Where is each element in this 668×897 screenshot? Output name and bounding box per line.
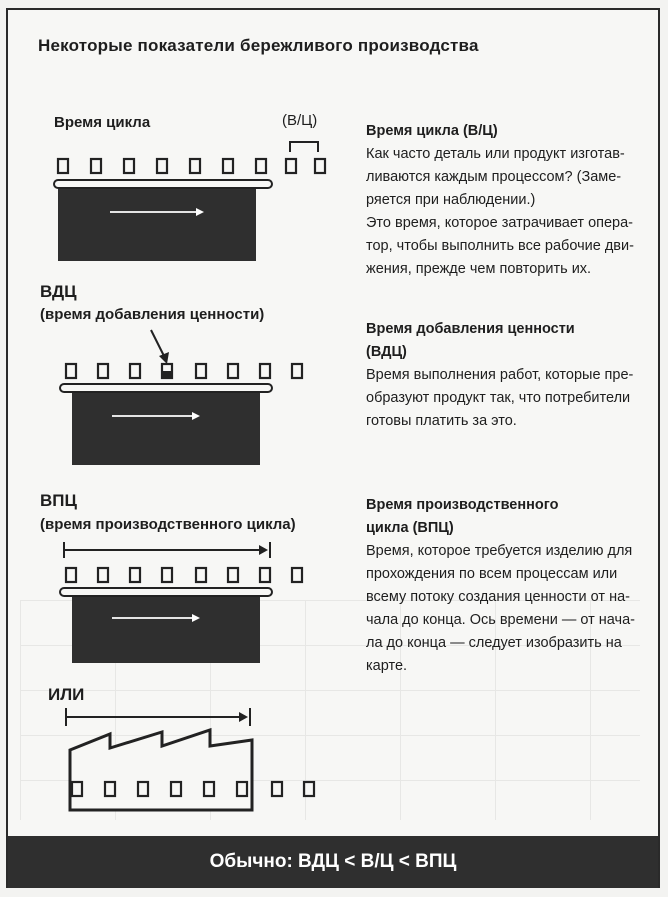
part-square-icon bbox=[260, 568, 270, 582]
process-box-icon bbox=[58, 189, 256, 261]
part-square-icon bbox=[130, 364, 140, 378]
plt-label: ВПЦ bbox=[40, 491, 77, 510]
desc-line: ливаются каждым процессом? (Заме- bbox=[366, 169, 622, 185]
part-square-icon bbox=[315, 159, 325, 173]
plt-description bbox=[366, 494, 656, 678]
desc-line: карте. bbox=[366, 658, 408, 674]
pointer-arrow-icon bbox=[151, 330, 164, 356]
part-square-icon bbox=[98, 568, 108, 582]
part-square-icon bbox=[260, 364, 270, 378]
parts-row bbox=[66, 364, 302, 378]
vat-desc-title: (ВДЦ) bbox=[366, 344, 407, 360]
part-square-icon bbox=[304, 782, 314, 796]
cycle-time-diagram bbox=[50, 130, 340, 270]
part-square-icon bbox=[272, 782, 282, 796]
conveyor-rail bbox=[60, 384, 272, 392]
parts-row bbox=[58, 159, 325, 173]
part-square-icon bbox=[286, 159, 296, 173]
desc-line: всему потоку создания ценности от на- bbox=[366, 589, 630, 605]
part-square-icon bbox=[292, 364, 302, 378]
desc-line: жения, прежде чем повторить их. bbox=[366, 261, 592, 277]
desc-line: Время выполнения работ, которые пре- bbox=[366, 367, 634, 383]
part-square-icon bbox=[66, 568, 76, 582]
desc-line: Это время, которое затрачивает опера- bbox=[366, 215, 634, 231]
part-square-icon bbox=[66, 364, 76, 378]
plt-sublabel: (время производственного цикла) bbox=[40, 516, 296, 533]
part-square-icon bbox=[228, 364, 238, 378]
cycle-bracket-icon bbox=[290, 142, 318, 152]
vat-diagram bbox=[56, 320, 316, 470]
desc-line: ла до конца — следует изобразить на bbox=[366, 635, 622, 651]
summary-text: Обычно: ВДЦ < В/Ц < ВПЦ bbox=[209, 851, 457, 872]
cycle-time-label: Время цикла bbox=[54, 114, 151, 131]
desc-line: прохождения по всем процессам или bbox=[366, 566, 618, 582]
page-title: Некоторые показатели бережливого производства bbox=[38, 36, 479, 55]
vat-description bbox=[366, 318, 656, 433]
desc-line: Как часто деталь или продукт изготав- bbox=[366, 146, 625, 162]
process-box-icon bbox=[72, 393, 260, 465]
conveyor-rail bbox=[54, 180, 272, 188]
desc-line: чала до конца. Ось времени — от нача- bbox=[366, 612, 635, 628]
desc-line: тор, чтобы выполнить все рабочие дви- bbox=[366, 238, 634, 254]
part-square-icon bbox=[292, 568, 302, 582]
value-added-fill bbox=[162, 371, 172, 378]
part-square-icon bbox=[130, 568, 140, 582]
plt-diagram bbox=[56, 538, 326, 668]
cycle-time-bracket-label: (В/Ц) bbox=[282, 112, 318, 129]
parts-row bbox=[66, 568, 302, 582]
vat-sublabel: (время добавления ценности) bbox=[40, 306, 265, 323]
part-square-icon bbox=[190, 159, 200, 173]
desc-line: ряется при наблюдении.) bbox=[366, 192, 536, 208]
part-square-icon bbox=[98, 364, 108, 378]
desc-line: образуют продукт так, что потребители bbox=[366, 390, 631, 406]
plt-desc-title: цикла (ВПЦ) bbox=[366, 520, 454, 536]
summary-footer bbox=[8, 836, 658, 888]
part-square-icon bbox=[157, 159, 167, 173]
desc-line: Время, которое требуется изделию для bbox=[366, 543, 633, 559]
part-square-icon bbox=[91, 159, 101, 173]
cycle-time-desc-title: Время цикла (В/Ц) bbox=[366, 123, 498, 139]
part-square-icon bbox=[124, 159, 134, 173]
cycle-time-description bbox=[366, 120, 656, 281]
vat-label: ВДЦ bbox=[40, 282, 77, 301]
desc-line: готовы платить за это. bbox=[366, 413, 517, 429]
part-square-icon bbox=[162, 568, 172, 582]
process-box-icon bbox=[72, 597, 260, 663]
conveyor-rail bbox=[60, 588, 272, 596]
part-square-icon bbox=[228, 568, 238, 582]
part-square-icon bbox=[196, 364, 206, 378]
part-square-icon bbox=[196, 568, 206, 582]
part-square-icon bbox=[58, 159, 68, 173]
factory-icon bbox=[70, 730, 252, 810]
vat-desc-title: Время добавления ценности bbox=[366, 321, 575, 337]
part-square-icon bbox=[223, 159, 233, 173]
or-label: ИЛИ bbox=[48, 685, 85, 704]
plt-desc-title: Время производственного bbox=[366, 497, 559, 513]
part-square-icon bbox=[256, 159, 266, 173]
factory-diagram bbox=[58, 704, 328, 824]
